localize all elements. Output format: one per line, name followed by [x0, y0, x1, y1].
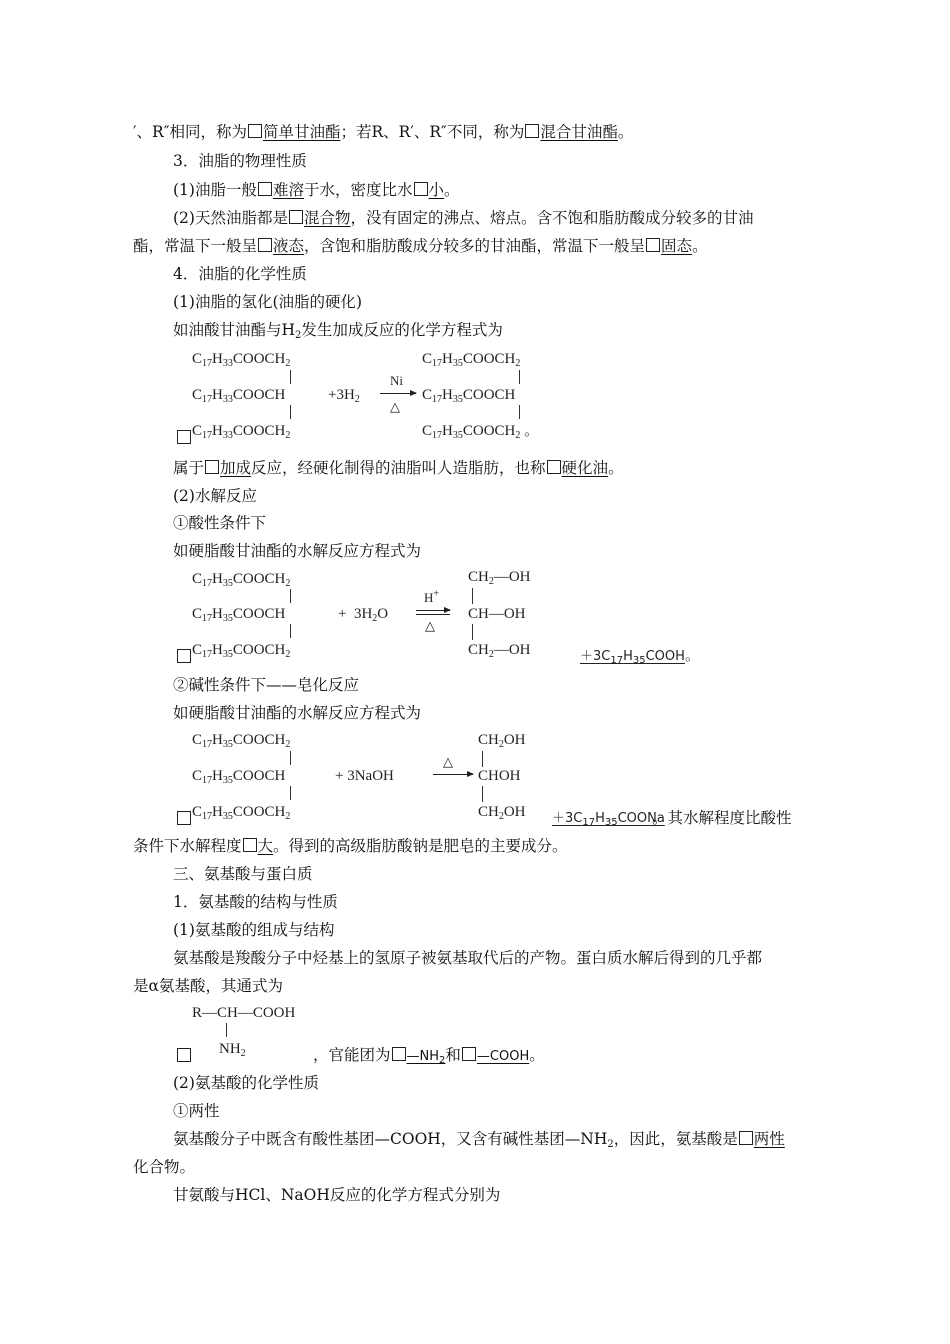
product-row-3: $C_{17}H_{35}COOCH_2$ 。 — [422, 423, 540, 441]
product-row-1: $C_{17}H_{35}COOCH_2$ — [422, 351, 521, 369]
answer-box — [258, 238, 272, 252]
answer-box — [243, 838, 257, 852]
text-line-27: 甘氨酸与HCl、NaOH反应的化学方程式分别为 — [173, 1186, 501, 1204]
answer-box — [289, 210, 303, 224]
answer-box — [248, 124, 262, 138]
reagent-naoh: + 3NaOH — [335, 768, 394, 784]
text-line-12: 如硬脂酸甘油酯的水解反应方程式为 — [173, 542, 422, 560]
answer-addition: 加成 — [220, 459, 252, 477]
answer-box — [547, 460, 561, 474]
formula-main-chain: R—CH—COOH — [192, 1005, 296, 1021]
catalyst-h-plus: H+ — [424, 588, 440, 605]
answer-amino-group: —NH — [406, 1049, 440, 1064]
text-line-15: 。其水解程度比酸性 — [652, 809, 792, 827]
text-line-21: 是α氨基酸，其通式为 — [133, 977, 283, 995]
subheading-hydrogenation: (1)油脂的氢化(油脂的硬化) — [173, 293, 363, 311]
text-line-3: (1)油脂一般 难溶于水，密度比水 小。 — [173, 181, 460, 199]
text-line-1: ′、R″相同，称为 简单甘油酯；若R、R′、R″不同，称为 混合甘油酯。 — [133, 123, 634, 141]
reactant-row-1: $C_{17}H_{33}COOCH_2$ — [192, 351, 291, 369]
answer-box — [258, 182, 272, 196]
subheading-amino-chemical: (2)氨基酸的化学性质 — [173, 1074, 319, 1092]
answer-box — [177, 1048, 191, 1062]
answer-greater: 大 — [257, 837, 274, 855]
subheading-composition: (1)氨基酸的组成与结构 — [173, 921, 335, 939]
product-soap: $+3C_{17}H_{35}COONa$ — [552, 811, 665, 828]
answer-amphoteric: 两性 — [753, 1130, 785, 1148]
text-line-8: 如油酸甘油酯与H2发生加成反应的化学方程式为 — [173, 321, 503, 341]
formula-amino-group: $NH_2$ — [219, 1041, 246, 1059]
text-line-25: 氨基酸分子中既含有酸性基团—COOH，又含有碱性基团—NH2，因此，氨基酸是 两性 — [173, 1130, 785, 1150]
answer-solid: 固态 — [661, 237, 693, 255]
product-stearic-acid: $+3C_{17}H_{35}COOH$。 — [580, 646, 700, 666]
reagent-water: + $3H_2O$ — [338, 606, 389, 624]
answer-liquid: 液态 — [273, 237, 305, 255]
text-line-9: 属于 加成反应，经硬化制得的油脂叫人造脂肪，也称 硬化油。 — [173, 459, 624, 477]
text-line-20: 氨基酸是羧酸分子中烃基上的氢原子被氨基取代后的产物。蛋白质水解后得到的几乎都 — [173, 949, 763, 967]
catalyst-ni: Ni — [390, 373, 403, 388]
reaction-arrow — [380, 393, 416, 394]
section-heading-chemical: 4．油脂的化学性质 — [173, 265, 307, 283]
condition-heat: △ — [443, 754, 453, 769]
text-line-26: 化合物。 — [133, 1158, 196, 1176]
section-heading-amino-acids: 三、氨基酸与蛋白质 — [173, 865, 313, 883]
answer-insoluble: 难溶 — [272, 181, 304, 199]
answer-mixture: 混合物 — [303, 209, 351, 227]
answer-box — [177, 811, 191, 825]
product-row-2: $C_{17}H_{35}COOCH$ — [422, 387, 516, 405]
answer-carboxyl-group: —COOH — [476, 1049, 530, 1064]
text-line-4: (2)天然油脂都是 混合物，没有固定的沸点、熔点。含不饱和脂肪酸成分较多的甘油 — [173, 209, 754, 227]
answer-small: 小 — [428, 181, 445, 199]
reaction-arrow — [433, 774, 473, 775]
text-line-22: ，官能团为 $—NH_2$和 —COOH。 — [313, 1046, 545, 1066]
answer-box — [205, 460, 219, 474]
reactant-row-3: $C_{17}H_{33}COOCH_2$ — [192, 423, 291, 441]
section-heading-physical: 3．油脂的物理性质 — [173, 152, 307, 170]
answer-box — [177, 430, 191, 444]
subheading-hydrolysis: (2)水解反应 — [173, 487, 257, 505]
answer-hardened-oil: 硬化油 — [561, 459, 609, 477]
answer-box — [177, 649, 191, 663]
answer-simple-glyceride: 简单甘油酯 — [262, 123, 341, 141]
answer-mixed-glyceride: 混合甘油酯 — [540, 123, 618, 141]
answer-box — [646, 238, 660, 252]
text-line-16: 条件下水解程度 大。得到的高级脂肪酸钠是肥皂的主要成分。 — [133, 837, 568, 855]
subheading-basic: ②碱性条件下——皂化反应 — [173, 676, 360, 694]
condition-heat: △ — [390, 399, 400, 414]
answer-box — [462, 1047, 476, 1061]
answer-box — [414, 182, 428, 196]
reversible-arrow-forward — [416, 610, 450, 611]
text-line-14: 如硬脂酸甘油酯的水解反应方程式为 — [173, 704, 422, 722]
reagent-h2: $+3H_2$ — [328, 387, 360, 405]
subheading-amphoteric: ①两性 — [173, 1102, 220, 1120]
subheading-structure-properties: 1．氨基酸的结构与性质 — [173, 893, 338, 911]
answer-box — [739, 1131, 753, 1145]
condition-heat: △ — [425, 618, 435, 633]
reactant-row-2: $C_{17}H_{33}COOCH$ — [192, 387, 286, 405]
text-line-5: 酯，常温下一般呈 液态，含饱和脂肪酸成分较多的甘油酯，常温下一般呈 固态。 — [133, 237, 708, 255]
answer-box — [392, 1047, 406, 1061]
reversible-arrow-back — [416, 614, 450, 615]
subheading-acidic: ①酸性条件下 — [173, 514, 267, 532]
answer-box — [525, 124, 539, 138]
